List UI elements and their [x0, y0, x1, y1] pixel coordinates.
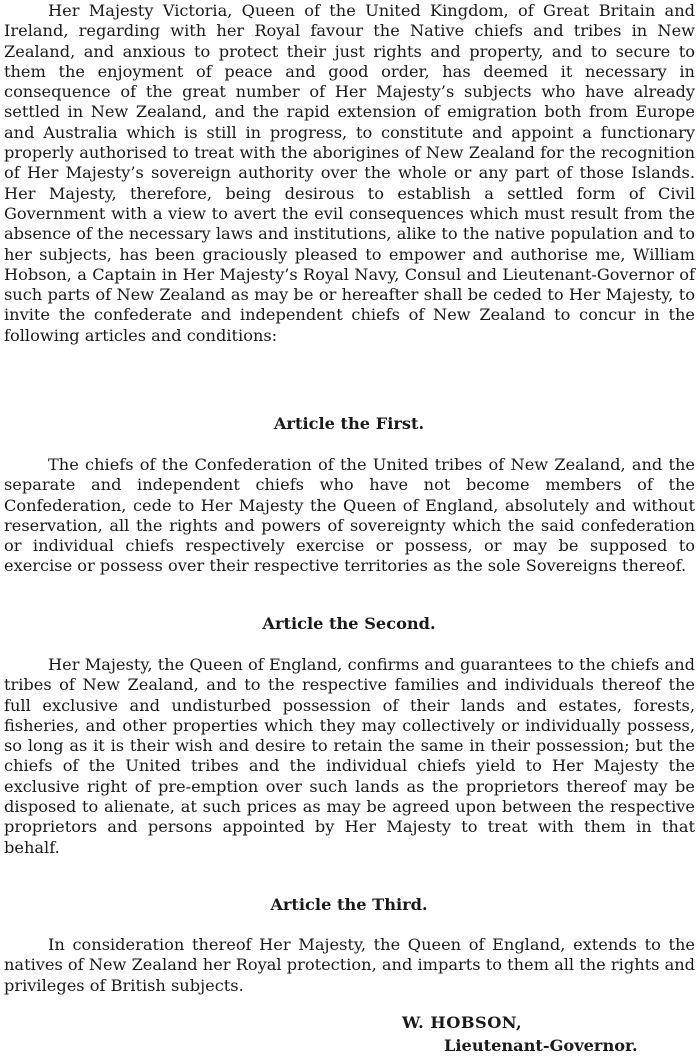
article-first-heading: Article the First.	[273, 414, 425, 433]
article-first-text: The chiefs of the Confederation of the United tribes of New Zealand, and the separate and independent chiefs who have not become members of the Confederation, cede to Her Majesty the Queen of England, absolutely and without reservation, all the rights and powers of sovereignty which the said confederation or individual chiefs respectively exercise or possess, or may be supposed to exercise or possess over their respective territories as the sole Sovereigns thereof.	[4, 455, 695, 576]
intro-paragraph: Her Majesty Victoria, Queen of the United Kingdom, of Great Britain and Ireland, regarding with her Royal favour the Native chiefs and tribes in New Zealand, and anxious to protect their just rights and property, and to secure to them the enjoyment of peace and good order, has deemed it necessary in consequence of the great number of Her Majesty’s subjects who have already settled in New Zealand, and the rapid extension of emigration both from Europe and Australia which is still in progress, to constitute and appoint a functionary properly authorised to treat with the aborigines of New Zealand for the recognition of Her Majesty’s sovereign authority over the whole or any part of those Islands. Her Majesty, therefore, being desirous to establish a settled form of Civil Government with a view to avert the evil consequences which must result from the absence of the necessary laws and institutions, alike to the native population and to her subjects, has been graciously pleased to empower and authorise me, William Hobson, a Captain in Her Majesty’s Royal Navy, Consul and Lieutenant-Governor of such parts of New Zealand as may be or hereafter shall be ceded to Her Majesty, to invite the confederate and independent chiefs of New Zealand to concur in the following articles and conditions:	[4, 1, 695, 345]
signature-title: Lieutenant-Governor.	[444, 1036, 638, 1055]
article-second-text: Her Majesty, the Queen of England, confirms and guarantees to the chiefs and tribes of New Zealand, and to the respective families and individuals thereof the full exclusive and undisturbed possession of their lands and estates, forests, fisheries, and other properties which they may collectively or individually possess, so long as it is their wish and desire to retain the same in their possession; but the chiefs of the United tribes and the individual chiefs yield to Her Majesty the exclusive right of pre-emption over such lands as the proprietors thereof may be disposed to alienate, at such prices as may be agreed upon between the respective proprietors and persons appointed by Her Majesty to treat with them in that behalf.	[4, 655, 695, 857]
article-third-text: In consideration thereof Her Majesty, the Queen of England, extends to the natives of New Zealand her Royal protection, and imparts to them all the rights and privileges of British subjects.	[4, 935, 696, 995]
signature-name: W. HOBSON,	[402, 1013, 523, 1032]
article-third-heading: Article the Third.	[270, 895, 428, 914]
article-second-heading: Article the Second.	[262, 614, 436, 633]
